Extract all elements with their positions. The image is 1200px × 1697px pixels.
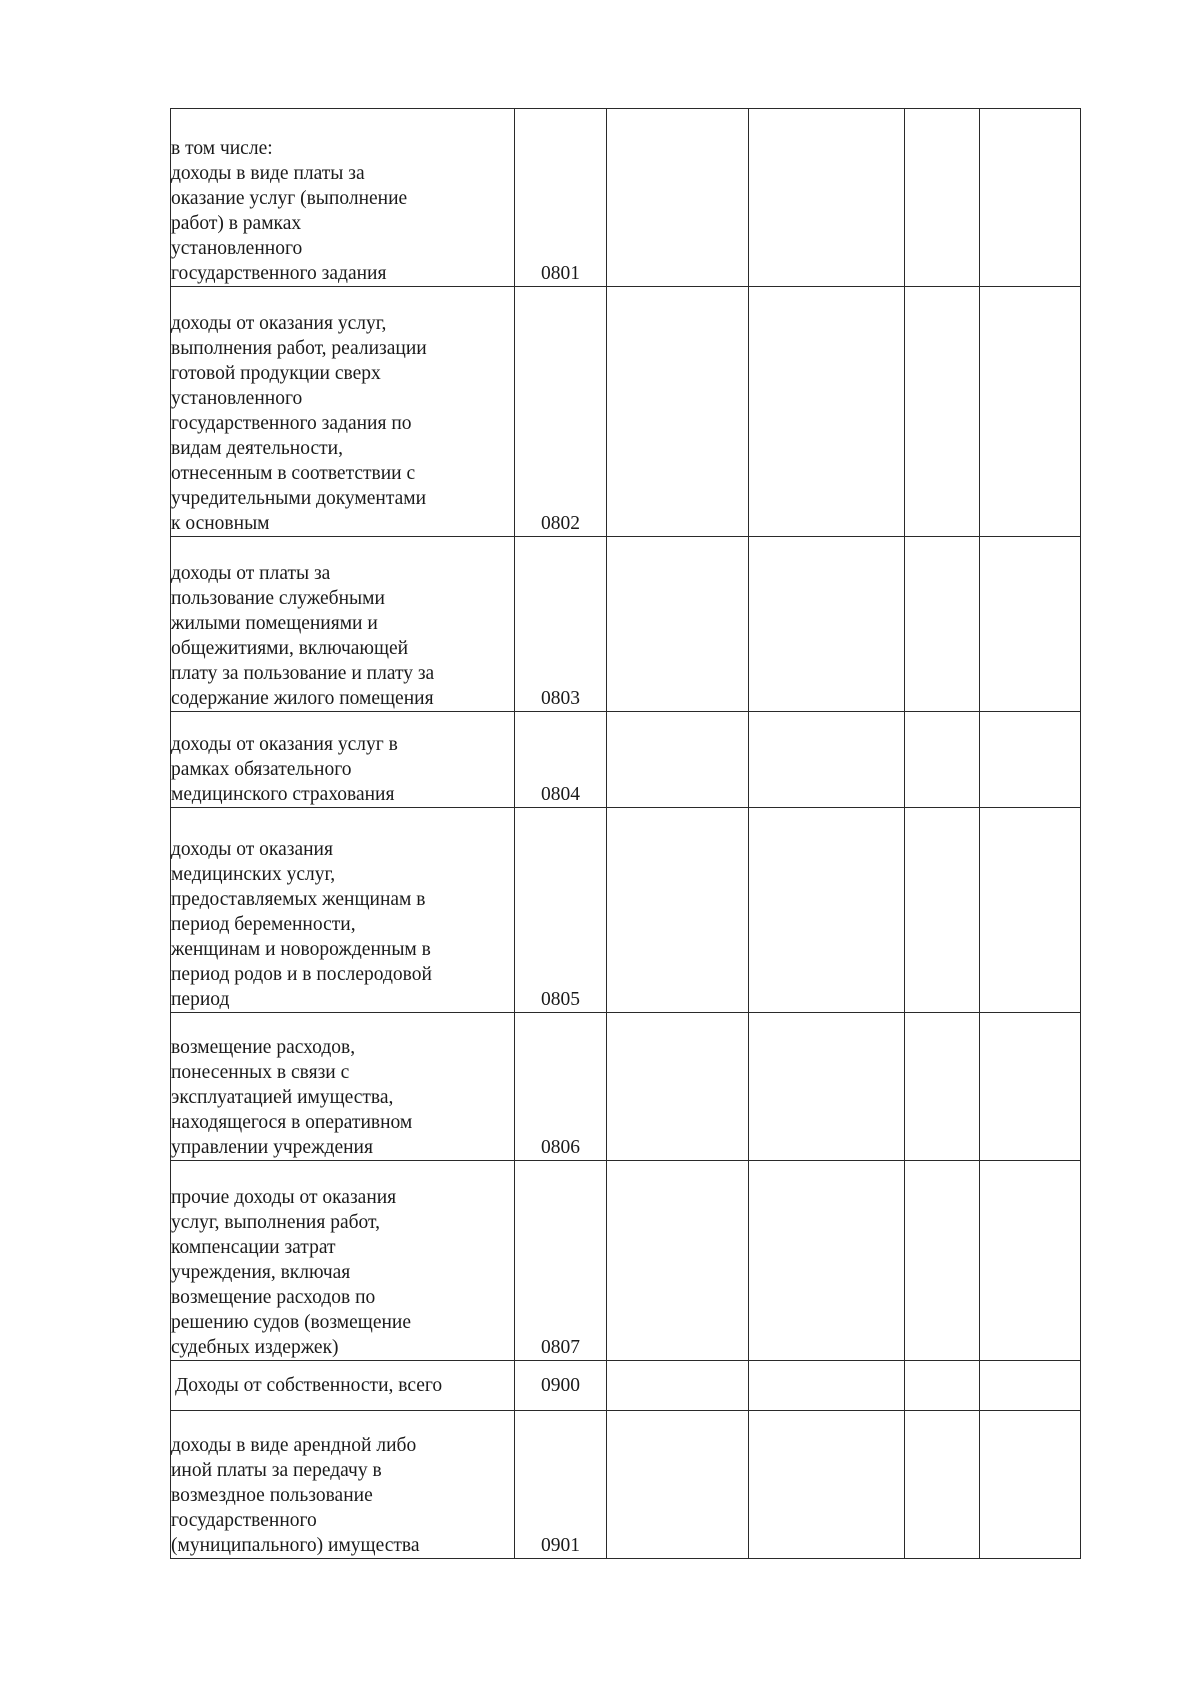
- empty-cell: [607, 1013, 749, 1161]
- table-row: [171, 287, 1081, 537]
- empty-cell: [607, 537, 749, 712]
- empty-cell: [905, 287, 980, 537]
- table-row: [171, 109, 1081, 287]
- empty-cell: [749, 712, 905, 808]
- empty-cell: [749, 109, 905, 287]
- empty-cell: [905, 1161, 980, 1361]
- empty-cell: [905, 109, 980, 287]
- empty-cell: [980, 109, 1081, 287]
- empty-cell: [980, 287, 1081, 537]
- empty-cell: [905, 1411, 980, 1559]
- empty-cell: [749, 537, 905, 712]
- row-name: Доходы от собственности, всего: [171, 1361, 515, 1411]
- empty-cell: [980, 1411, 1081, 1559]
- empty-cell: [749, 1411, 905, 1559]
- row-name: доходы от платы за пользование служебными жилыми помещениями и общежитиями, включающей плату за пользование и плату за содержание жилого помещения: [171, 537, 515, 712]
- empty-cell: [905, 1361, 980, 1411]
- income-table: [170, 108, 1081, 1559]
- empty-cell: [607, 712, 749, 808]
- empty-cell: [905, 1013, 980, 1161]
- table-row: [171, 808, 1081, 1013]
- empty-cell: [980, 1361, 1081, 1411]
- empty-cell: [607, 1361, 749, 1411]
- table-row: [171, 1411, 1081, 1559]
- empty-cell: [905, 537, 980, 712]
- empty-cell: [749, 1161, 905, 1361]
- empty-cell: [607, 287, 749, 537]
- row-code: 0901: [515, 1411, 607, 1559]
- row-name: доходы от оказания медицинских услуг, предоставляемых женщинам в период беременности, женщинам и новорожденным в период родов и в послеродовой период: [171, 808, 515, 1013]
- empty-cell: [980, 537, 1081, 712]
- table-row: [171, 1161, 1081, 1361]
- row-code: 0804: [515, 712, 607, 808]
- empty-cell: [905, 808, 980, 1013]
- table-row: [171, 1361, 1081, 1411]
- empty-cell: [749, 287, 905, 537]
- empty-cell: [607, 109, 749, 287]
- empty-cell: [905, 712, 980, 808]
- row-code: 0806: [515, 1013, 607, 1161]
- row-name: в том числе: доходы в виде платы за оказание услуг (выполнение работ) в рамках установленного государственного задания: [171, 109, 515, 287]
- empty-cell: [607, 808, 749, 1013]
- row-name: доходы от оказания услуг в рамках обязательного медицинского страхования: [171, 712, 515, 808]
- empty-cell: [980, 808, 1081, 1013]
- empty-cell: [980, 1161, 1081, 1361]
- table-row: [171, 1013, 1081, 1161]
- row-name: возмещение расходов, понесенных в связи с эксплуатацией имущества, находящегося в оперативном управлении учреждения: [171, 1013, 515, 1161]
- empty-cell: [980, 1013, 1081, 1161]
- row-name: доходы в виде арендной либо иной платы за передачу в возмездное пользование государственного (муниципального) имущества: [171, 1411, 515, 1559]
- empty-cell: [749, 808, 905, 1013]
- empty-cell: [749, 1013, 905, 1161]
- empty-cell: [607, 1161, 749, 1361]
- row-name: доходы от оказания услуг, выполнения работ, реализации готовой продукции сверх установленного государственного задания по видам деятельности, отнесенным в соответствии с учредительными документами к основным: [171, 287, 515, 537]
- row-code: 0900: [515, 1361, 607, 1411]
- empty-cell: [607, 1411, 749, 1559]
- empty-cell: [749, 1361, 905, 1411]
- row-code: 0801: [515, 109, 607, 287]
- table-row: [171, 537, 1081, 712]
- empty-cell: [980, 712, 1081, 808]
- row-name: прочие доходы от оказания услуг, выполнения работ, компенсации затрат учреждения, включая возмещение расходов по решению судов (возмещение судебных издержек): [171, 1161, 515, 1361]
- row-code: 0803: [515, 537, 607, 712]
- table-row: [171, 712, 1081, 808]
- row-code: 0805: [515, 808, 607, 1013]
- row-code: 0807: [515, 1161, 607, 1361]
- row-code: 0802: [515, 287, 607, 537]
